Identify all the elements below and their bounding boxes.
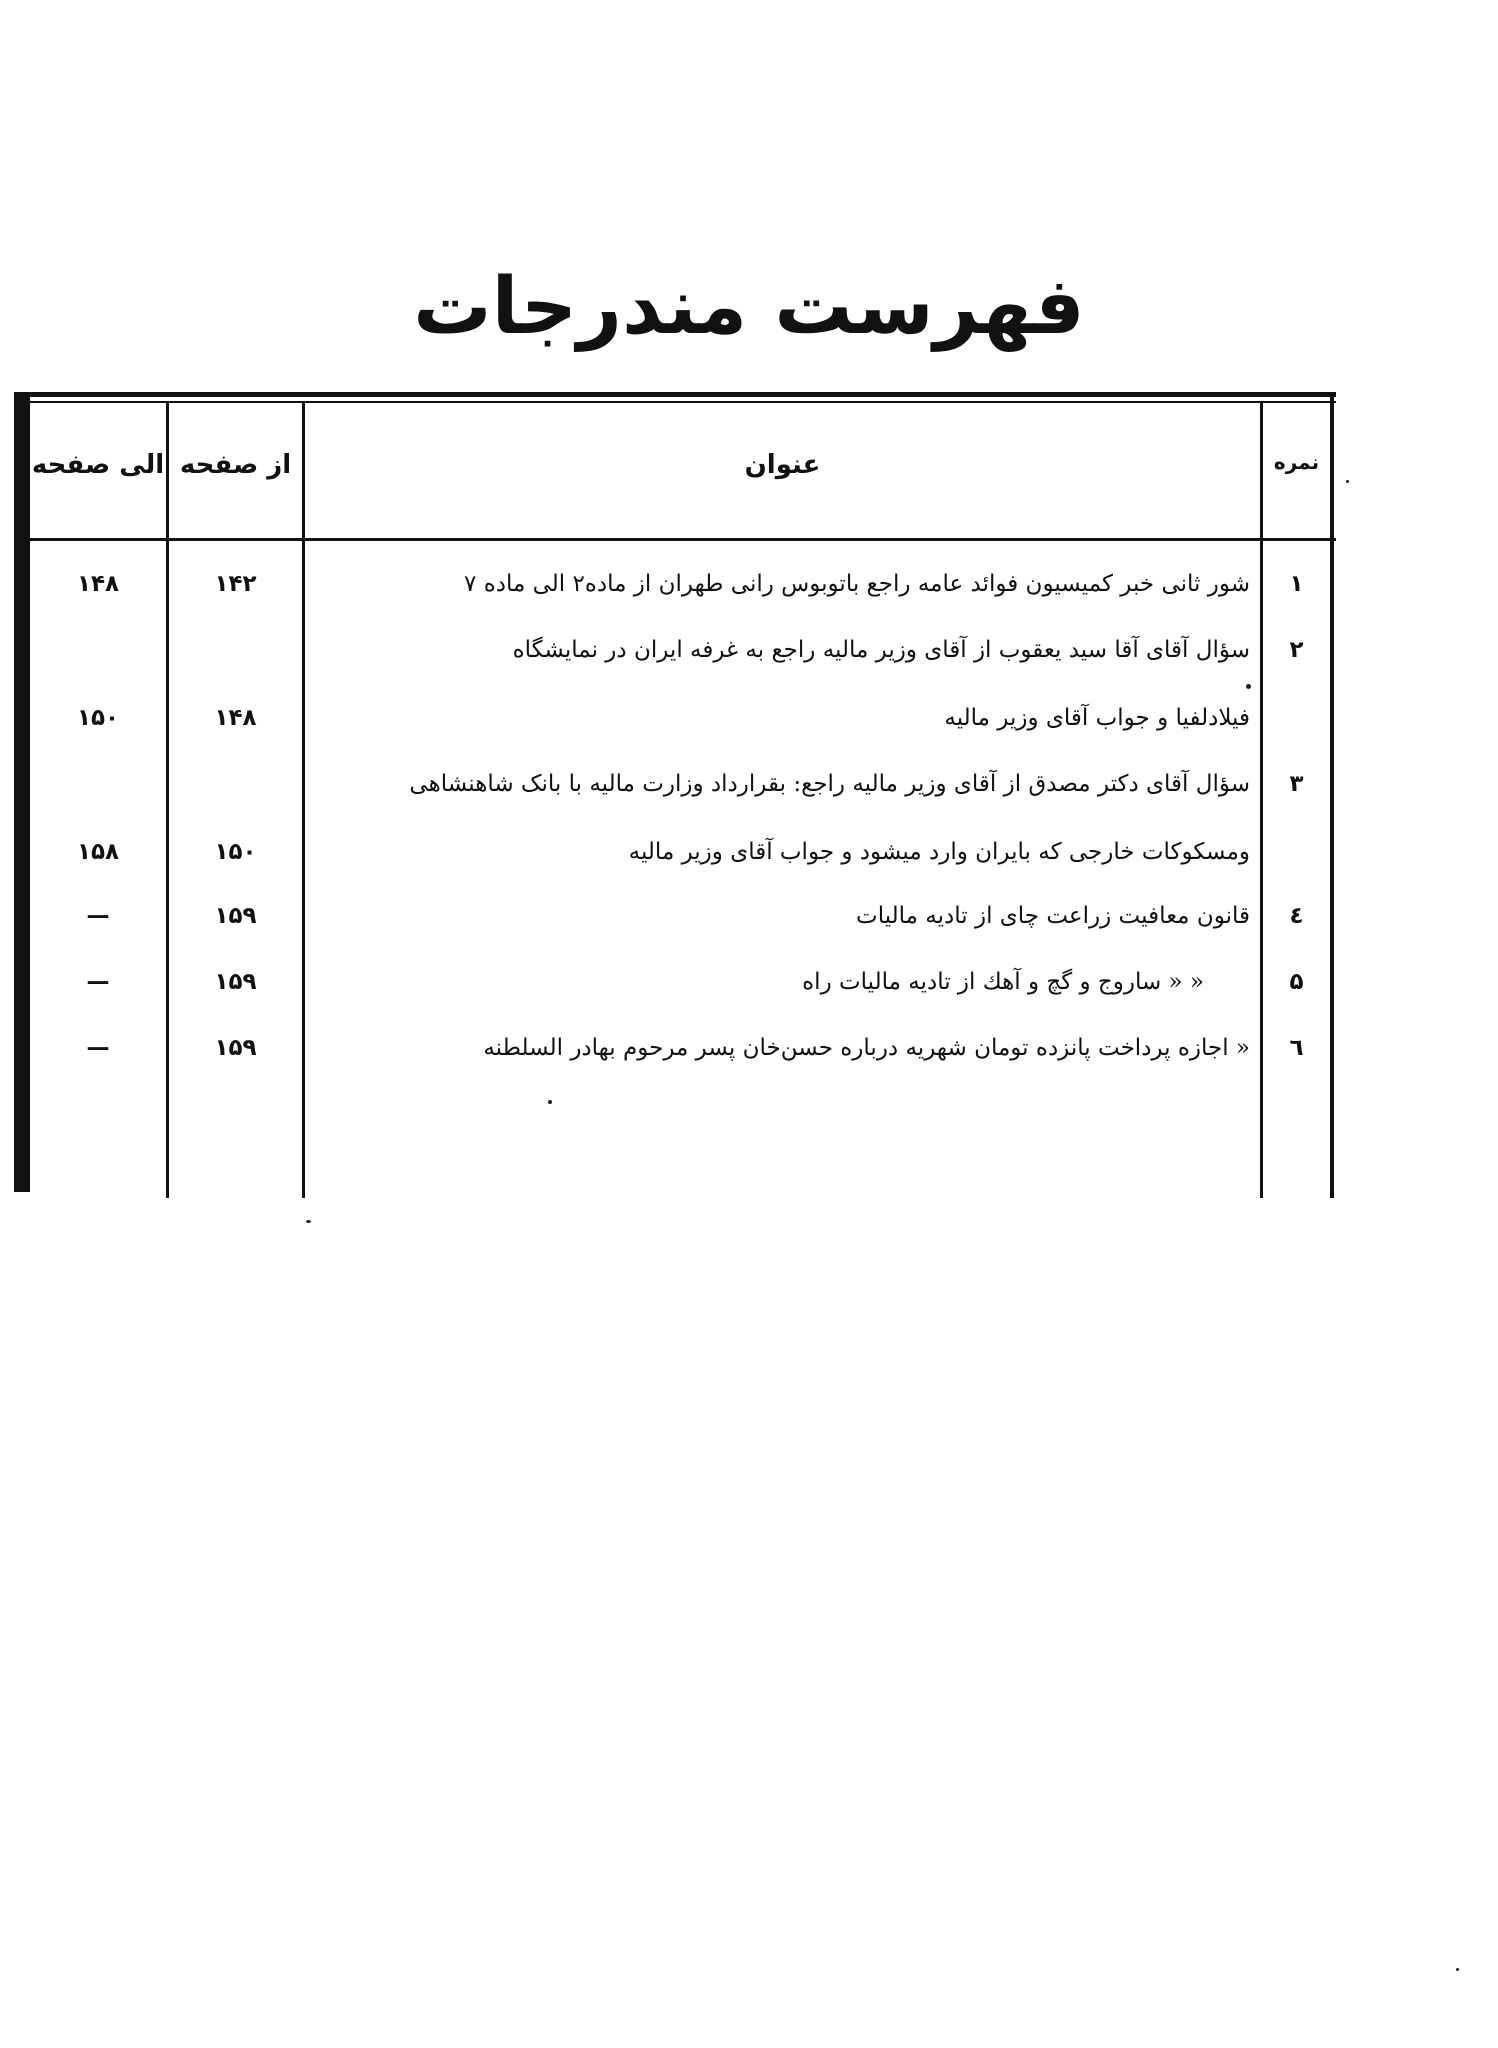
row-subject: شور ثانی خبر کمیسیون فوائد عامه راجع باتوبوس رانی طهران از ماده۲ الی ماده ۷ <box>464 571 1250 597</box>
row-number: ٤ <box>1289 903 1304 929</box>
scan-speck <box>548 1100 552 1104</box>
row-to-page: ۱۵۰ <box>76 705 120 731</box>
row-subject-line-1: سؤال آقای دکتر مصدق از آقای وزیر مالیه راجع: بقرارداد وزارت مالیه با بانک شاهنشاهی <box>409 771 1250 797</box>
page-title: فهرست مندرجات <box>413 262 1085 352</box>
row-subject-line-2: فیلادلفیا و جواب آقای وزیر مالیه <box>944 705 1250 731</box>
header-from-page: از صفحه <box>179 450 292 480</box>
row-to-page: ۱۴۸ <box>76 571 120 597</box>
row-to-page: ۱۵۸ <box>76 839 120 865</box>
row-number: ۳ <box>1289 771 1304 797</box>
scan-speck <box>1346 480 1349 483</box>
contents-table <box>14 392 1336 1198</box>
row-subject: قانون معافیت زراعت چای از تادیه مالیات <box>856 903 1250 929</box>
header-number: نمره <box>1273 450 1320 474</box>
row-subject: « اجازه پرداخت پانزده تومان شهریه درباره حسن‌خان پسر مرحوم بهادر السلطنه <box>483 1035 1250 1061</box>
row-from-page: ۱۵۹ <box>214 903 257 929</box>
table-top-rule-inner <box>30 401 1336 403</box>
header-bottom-rule <box>30 538 1336 541</box>
header-to-page: الی صفحه <box>31 450 165 480</box>
row-to-page: — <box>86 969 110 995</box>
row-number: ۱ <box>1289 571 1304 597</box>
row-from-page: ۱۴۲ <box>214 571 257 597</box>
row-from-page: ۱۵۹ <box>214 969 257 995</box>
row-subject-line-1: سؤال آقای آقا سید یعقوب از آقای وزیر مالیه راجع به غرفه ایران در نمایشگاه <box>512 637 1250 663</box>
row-from-page: ۱۵۹ <box>214 1035 257 1061</box>
scan-speck <box>1246 684 1251 689</box>
header-subject: عنوان <box>744 450 821 480</box>
table-top-rule <box>30 392 1336 397</box>
row-number: ۵ <box>1289 969 1304 995</box>
row-to-page: — <box>86 903 110 929</box>
row-subject-line-2: ومسکوکات خارجی که بایران وارد میشود و جواب آقای وزیر مالیه <box>628 839 1250 865</box>
row-from-page: ۱۴۸ <box>214 705 257 731</box>
binding-edge <box>14 392 30 1192</box>
row-subject: « « ساروج و گچ و آهك از تادیه مالیات راه <box>802 969 1204 995</box>
column-divider-from-subject <box>302 403 305 1198</box>
row-to-page: — <box>86 1035 110 1061</box>
row-number: ٦ <box>1289 1035 1304 1061</box>
column-divider-to-from <box>166 403 169 1198</box>
row-number: ۲ <box>1289 637 1304 663</box>
scan-speck <box>1456 1968 1459 1971</box>
table-right-border <box>1330 392 1334 1198</box>
row-from-page: ۱۵۰ <box>214 839 257 865</box>
scan-speck <box>306 1220 311 1223</box>
